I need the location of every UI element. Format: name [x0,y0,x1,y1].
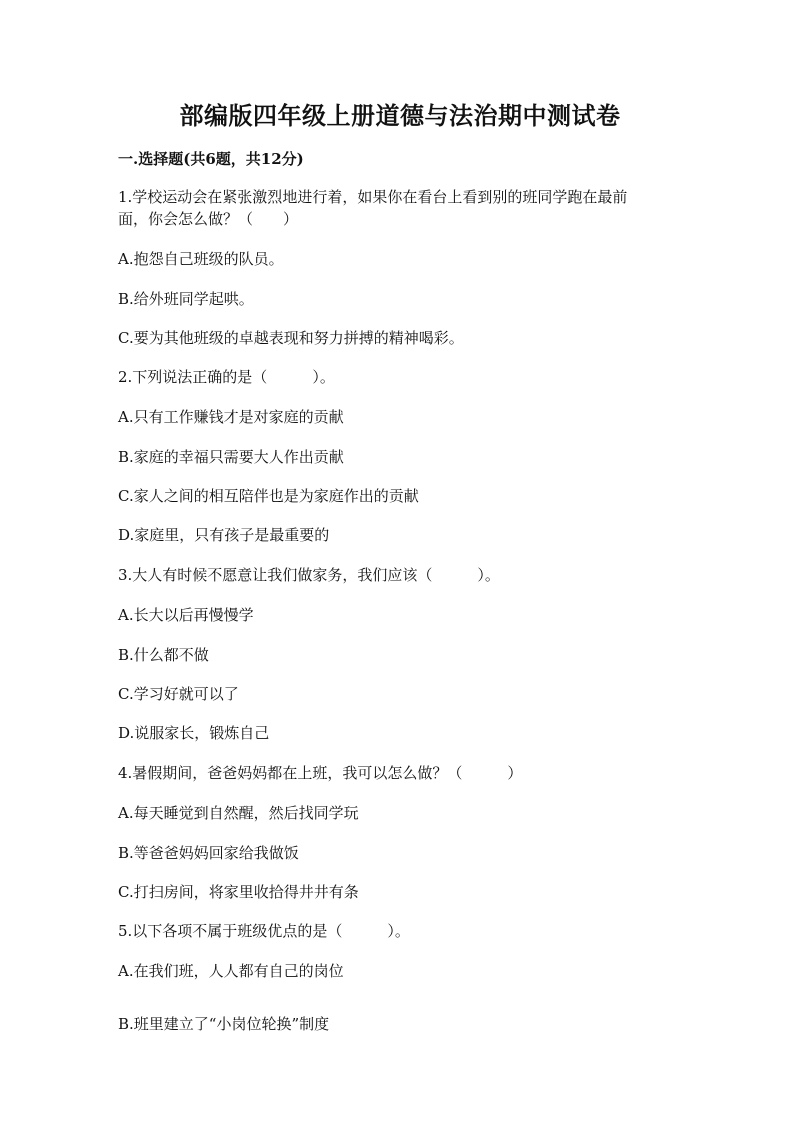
question-1-option-b: B.给外班同学起哄。 [118,290,254,308]
question-2-option-d: D.家庭里，只有孩子是最重要的 [118,526,330,544]
question-4-option-a: A.每天睡觉到自然醒，然后找同学玩 [118,804,359,822]
question-5-stem: 5.以下各项不属于班级优点的是（ ）。 [118,922,410,940]
question-4-stem: 4.暑假期间，爸爸妈妈都在上班，我可以怎么做？（ ） [118,764,523,782]
question-1-stem-line-2: 面，你会怎么做？（ ） [118,210,299,228]
question-5-option-b: B.班里建立了“小岗位轮换”制度 [118,1015,330,1033]
question-4-option-c: C.打扫房间，将家里收拾得井井有条 [118,883,359,901]
question-2-stem: 2.下列说法正确的是（ ）。 [118,368,335,386]
question-4-option-b: B.等爸爸妈妈回家给我做饭 [118,844,299,862]
question-3-stem: 3.大人有时候不愿意让我们做家务，我们应该（ ）。 [118,566,500,584]
section-heading: 一.选择题(共6题，共12分) [118,150,304,168]
question-2-option-a: A.只有工作赚钱才是对家庭的贡献 [118,408,344,426]
question-5-option-a: A.在我们班，人人都有自己的岗位 [118,962,344,980]
question-1-stem-line-1: 1.学校运动会在紧张激烈地进行着，如果你在看台上看到别的班同学跑在最前 [118,188,628,206]
question-3-option-d: D.说服家长，锻炼自己 [118,724,270,742]
page-title: 部编版四年级上册道德与法治期中测试卷 [179,101,621,130]
question-2-option-b: B.家庭的幸福只需要大人作出贡献 [118,448,344,466]
question-1-option-a: A.抱怨自己班级的队员。 [118,250,284,268]
question-3-option-b: B.什么都不做 [118,646,209,664]
question-2-option-c: C.家人之间的相互陪伴也是为家庭作出的贡献 [118,487,419,505]
question-1-option-c: C.要为其他班级的卓越表现和努力拼搏的精神喝彩。 [118,329,464,347]
question-3-option-a: A.长大以后再慢慢学 [118,606,254,624]
question-3-option-c: C.学习好就可以了 [118,685,239,703]
